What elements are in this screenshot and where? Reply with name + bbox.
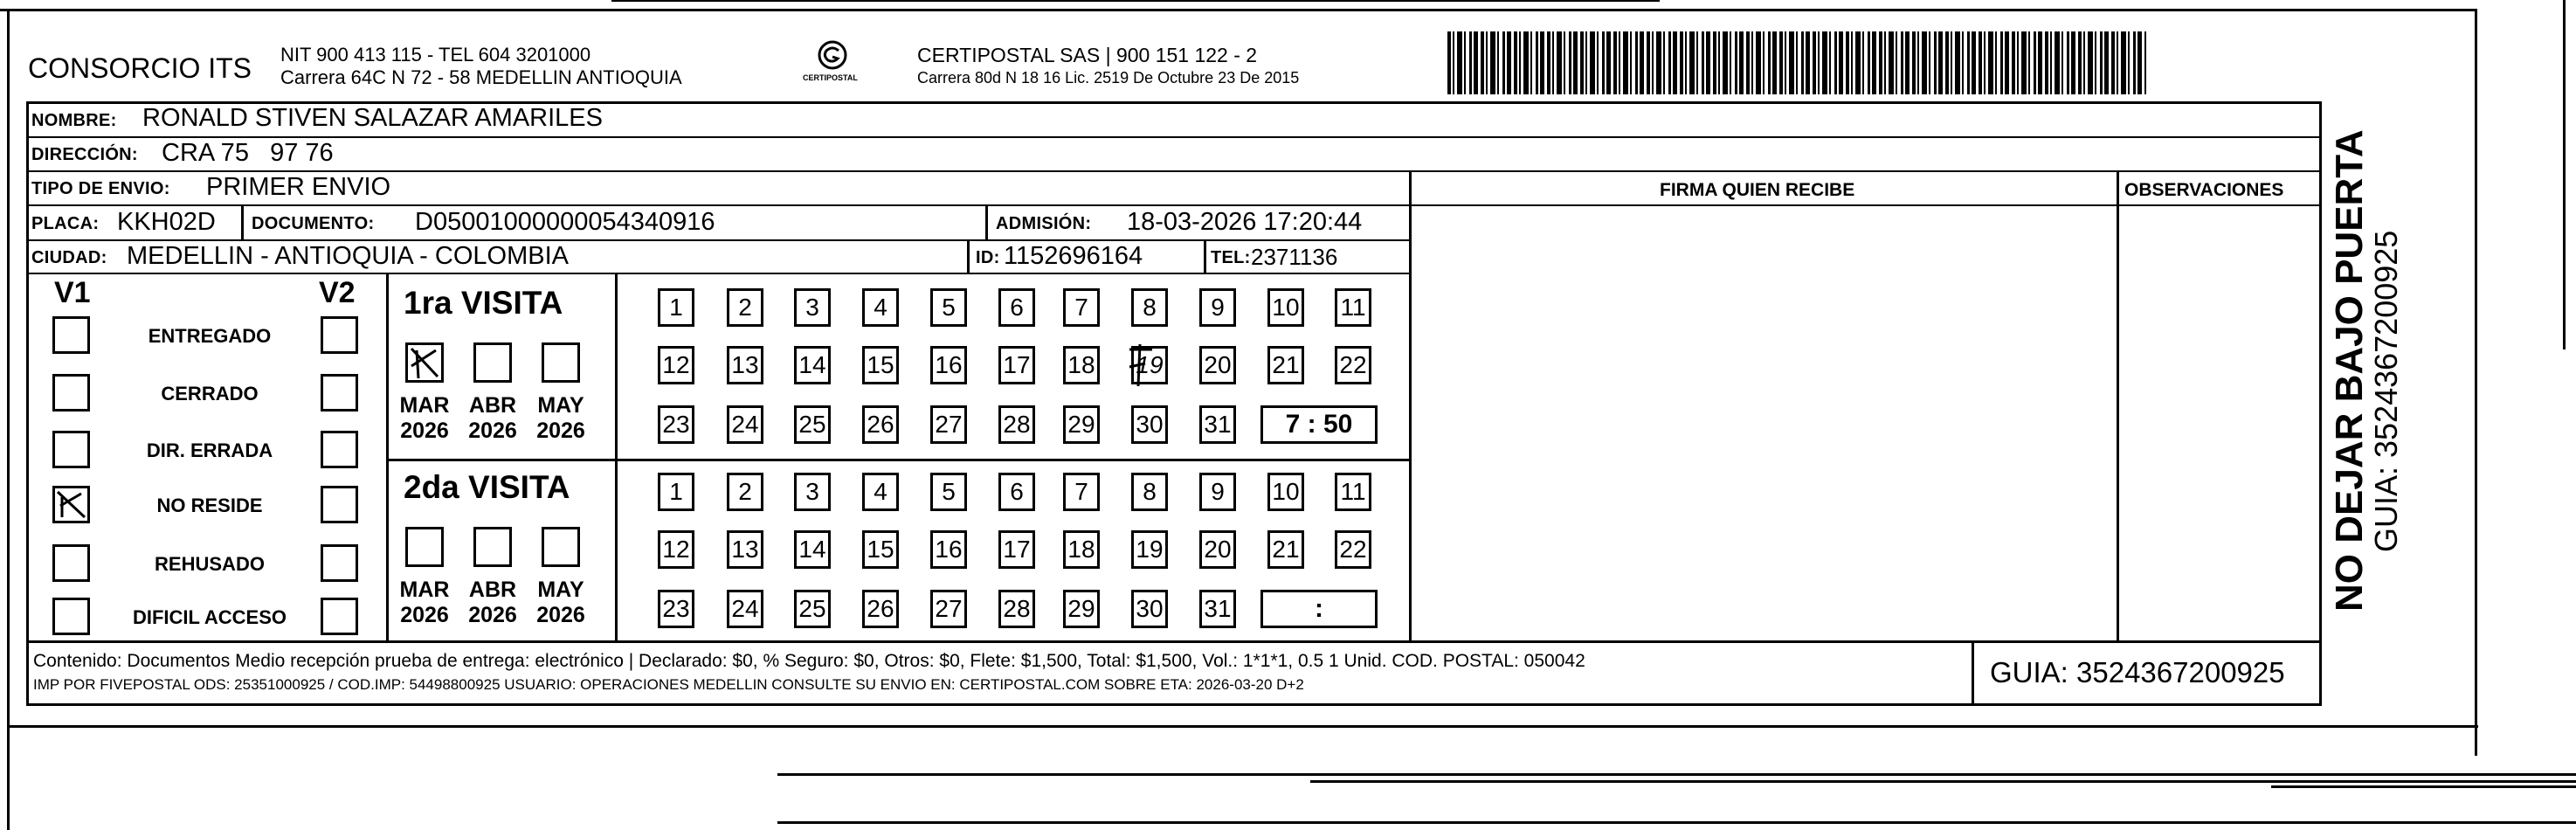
- row-line-6: [26, 640, 2322, 643]
- month-label: MAY: [537, 393, 584, 418]
- company-address: Carrera 64C N 72 - 58 MEDELLIN ANTIOQUIA: [280, 66, 682, 88]
- time-box[interactable]: :: [1260, 590, 1378, 628]
- month-label: MAY: [537, 578, 584, 602]
- left-border: [7, 9, 10, 830]
- handwritten-check-mark: [55, 488, 87, 521]
- year-label: 2026: [468, 603, 517, 627]
- v1-checkbox[interactable]: [52, 598, 90, 635]
- day-box[interactable]: 8: [1131, 288, 1168, 327]
- no-dejar-bajo-puerta: NO DEJAR BAJO PUERTA: [2328, 129, 2371, 612]
- v2-checkbox[interactable]: [321, 544, 358, 582]
- day-box[interactable]: 27: [930, 405, 967, 444]
- day-box[interactable]: 13: [727, 346, 763, 384]
- day-box[interactable]: 23: [658, 405, 694, 444]
- day-box[interactable]: 17: [998, 346, 1035, 384]
- day-box[interactable]: 30: [1131, 590, 1168, 628]
- footer-divider: [1972, 640, 1974, 706]
- day-box[interactable]: 31: [1199, 590, 1236, 628]
- time-box[interactable]: 7 : 50: [1260, 405, 1378, 444]
- footer-guia: GUIA: 3524367200925: [1990, 656, 2285, 688]
- observaciones-header: OBSERVACIONES: [2124, 180, 2284, 200]
- day-box[interactable]: 30: [1131, 405, 1168, 444]
- visit-row-divider: [386, 459, 1411, 461]
- month-checkbox[interactable]: [473, 527, 512, 567]
- day-box[interactable]: 18: [1063, 530, 1100, 569]
- direccion-value: CRA 75 97 76: [162, 139, 334, 167]
- day-box[interactable]: 13: [727, 530, 763, 569]
- month-checkbox[interactable]: [405, 527, 444, 567]
- year-label: 2026: [468, 418, 517, 443]
- handwritten-check-mark: [408, 345, 441, 380]
- v1-checkbox[interactable]: [52, 431, 90, 468]
- year-label: 2026: [400, 603, 449, 627]
- status-option-label: DIFICIL ACCESO: [132, 606, 287, 628]
- mid-border: [7, 725, 2478, 728]
- day-box[interactable]: 24: [727, 405, 763, 444]
- month-label: ABR: [468, 578, 517, 602]
- bottom-border-3: [2271, 785, 2576, 788]
- day-box[interactable]: 10: [1267, 288, 1304, 327]
- tel-value: 2371136: [1251, 244, 1338, 270]
- visit-title: 2da VISITA: [404, 469, 570, 505]
- month-label: MAR: [399, 578, 450, 602]
- day-box[interactable]: 15: [862, 530, 899, 569]
- footer-imp: IMP POR FIVEPOSTAL ODS: 25351000925 / COD.IMP: 54498800925 USUARIO: OPERACIONES MEDELLIN CONSULTE SU ENVIO EN: CERTIPOSTAL.COM SOBRE ETA: 2026-03-20 D+2: [33, 676, 1304, 693]
- handwritten-day-mark: [1126, 341, 1161, 390]
- month-label: ABR: [468, 393, 517, 418]
- barcode: [1447, 31, 2146, 94]
- v1-checkbox[interactable]: [52, 486, 90, 523]
- day-box[interactable]: 6: [998, 288, 1035, 327]
- placa-label: PLACA:: [31, 214, 100, 233]
- day-box[interactable]: 26: [862, 590, 899, 628]
- v1-checkbox[interactable]: [52, 374, 90, 412]
- day-box[interactable]: 16: [930, 530, 967, 569]
- bottom-border-4: [777, 821, 2576, 824]
- status-option-label: NO RESIDE: [156, 495, 263, 516]
- placa-divider: [241, 204, 244, 239]
- carrier-license: Carrera 80d N 18 16 Lic. 2519 De Octubre 23 De 2015: [917, 69, 1300, 86]
- admision-value: 18-03-2026 17:20:44: [1127, 208, 1363, 236]
- day-box[interactable]: 22: [1335, 346, 1371, 384]
- day-box[interactable]: 3: [794, 288, 831, 327]
- status-option-label: ENTREGADO: [148, 325, 272, 347]
- day-box[interactable]: 4: [862, 473, 899, 511]
- day-box[interactable]: 17: [998, 530, 1035, 569]
- day-box[interactable]: 5: [930, 288, 967, 327]
- month-checkbox[interactable]: [542, 342, 580, 383]
- company-name: CONSORCIO ITS: [28, 52, 252, 84]
- month-checkbox[interactable]: [473, 342, 512, 383]
- footer-contenido: Contenido: Documentos Medio recepción prueba de entrega: electrónico | Declarado: $0, % Seguro: $0, Otros: $0, Flete: $1,500, Total: $1,500, Vol.: 1*1*1, 0.5 1 Unid. COD. POSTAL: 050042: [33, 651, 1585, 671]
- day-box[interactable]: 9: [1199, 288, 1236, 327]
- year-label: 2026: [536, 418, 585, 443]
- day-box[interactable]: 27: [930, 590, 967, 628]
- top-border: [0, 9, 2477, 11]
- bottom-border-2: [1310, 780, 2576, 783]
- ciudad-label: CIUDAD:: [31, 248, 107, 267]
- id-divider: [967, 239, 970, 273]
- day-box[interactable]: 25: [794, 590, 831, 628]
- day-box[interactable]: 24: [727, 590, 763, 628]
- day-box[interactable]: 15: [862, 346, 899, 384]
- day-box[interactable]: 21: [1267, 346, 1304, 384]
- v2-checkbox[interactable]: [321, 316, 358, 354]
- day-box[interactable]: 21: [1267, 530, 1304, 569]
- day-box[interactable]: 28: [998, 590, 1035, 628]
- day-box[interactable]: 9: [1199, 473, 1236, 511]
- month-checkbox[interactable]: [405, 342, 444, 383]
- certipostal-logo: [798, 38, 867, 87]
- id-label: ID:: [976, 248, 1000, 267]
- carrier-name: CERTIPOSTAL SAS | 900 151 122 - 2: [917, 44, 1258, 66]
- day-box[interactable]: 3: [794, 473, 831, 511]
- day-box[interactable]: 20: [1199, 530, 1236, 569]
- right-border: [2475, 9, 2477, 756]
- visit-title: 1ra VISITA: [404, 285, 563, 321]
- firma-header: FIRMA QUIEN RECIBE: [1660, 180, 1855, 200]
- tipo-label: TIPO DE ENVIO:: [31, 179, 170, 198]
- day-box[interactable]: 22: [1335, 530, 1371, 569]
- documento-label: DOCUMENTO:: [252, 214, 375, 233]
- row-line-5: [26, 273, 1411, 274]
- day-box[interactable]: 7: [1063, 288, 1100, 327]
- tel-label: TEL:: [1211, 248, 1251, 267]
- row-line-1: [26, 136, 2322, 138]
- day-box[interactable]: 1: [658, 288, 694, 327]
- v1-checkbox[interactable]: [52, 544, 90, 582]
- col-firma-left: [1409, 170, 1412, 642]
- day-box[interactable]: 2: [727, 288, 763, 327]
- bottom-border: [777, 773, 2576, 776]
- day-box[interactable]: 14: [794, 530, 831, 569]
- top-edge-line: [611, 0, 1660, 2]
- v2-checkbox[interactable]: [321, 486, 358, 523]
- id-value: 1152696164: [1004, 242, 1143, 270]
- nombre-value: RONALD STIVEN SALAZAR AMARILES: [142, 104, 603, 132]
- visit-divider: [615, 273, 618, 640]
- day-box[interactable]: 8: [1131, 473, 1168, 511]
- day-box[interactable]: 12: [658, 530, 694, 569]
- tel-divider: [1204, 239, 1206, 273]
- v1-label: V1: [54, 276, 91, 309]
- day-box[interactable]: 14: [794, 346, 831, 384]
- side-guia: GUIA: 3524367200925: [2368, 230, 2404, 552]
- col-obs-left: [2117, 170, 2119, 642]
- year-label: 2026: [400, 418, 449, 443]
- day-box[interactable]: 29: [1063, 590, 1100, 628]
- col-hdr-line: [1409, 204, 2322, 206]
- far-right-line: [2563, 0, 2566, 349]
- day-box[interactable]: 19: [1131, 346, 1168, 384]
- day-box[interactable]: 26: [862, 405, 899, 444]
- day-box[interactable]: 5: [930, 473, 967, 511]
- year-label: 2026: [536, 603, 585, 627]
- v2-checkbox[interactable]: [321, 598, 358, 635]
- placa-value: KKH02D: [117, 208, 216, 236]
- admision-divider: [985, 204, 988, 239]
- direccion-label: DIRECCIÓN:: [31, 145, 138, 164]
- day-box[interactable]: 29: [1063, 405, 1100, 444]
- v1-checkbox[interactable]: [52, 316, 90, 354]
- day-box[interactable]: 6: [998, 473, 1035, 511]
- day-box[interactable]: 28: [998, 405, 1035, 444]
- ciudad-value: MEDELLIN - ANTIOQUIA - COLOMBIA: [127, 242, 569, 270]
- tipo-value: PRIMER ENVIO: [206, 173, 391, 201]
- day-box[interactable]: 11: [1335, 288, 1371, 327]
- day-box[interactable]: 4: [862, 288, 899, 327]
- day-box[interactable]: 10: [1267, 473, 1304, 511]
- status-divider: [386, 273, 389, 640]
- documento-value: D05001000000054340916: [415, 208, 715, 236]
- day-box[interactable]: 16: [930, 346, 967, 384]
- day-box[interactable]: 25: [794, 405, 831, 444]
- day-box[interactable]: 2: [727, 473, 763, 511]
- day-box[interactable]: 12: [658, 346, 694, 384]
- day-box[interactable]: 20: [1199, 346, 1236, 384]
- day-box[interactable]: 7: [1063, 473, 1100, 511]
- day-box[interactable]: 31: [1199, 405, 1236, 444]
- logo-caption: CERTIPOSTAL: [803, 73, 858, 82]
- day-box[interactable]: 23: [658, 590, 694, 628]
- v2-checkbox[interactable]: [321, 374, 358, 412]
- day-box[interactable]: 1: [658, 473, 694, 511]
- month-label: MAR: [399, 393, 450, 418]
- v2-label: V2: [319, 276, 356, 309]
- day-box[interactable]: 11: [1335, 473, 1371, 511]
- v2-checkbox[interactable]: [321, 431, 358, 468]
- status-option-label: REHUSADO: [155, 553, 265, 575]
- company-nit: NIT 900 413 115 - TEL 604 3201000: [280, 44, 591, 66]
- nombre-label: NOMBRE:: [31, 111, 117, 130]
- day-box[interactable]: 19: [1131, 530, 1168, 569]
- status-option-label: CERRADO: [161, 383, 259, 405]
- month-checkbox[interactable]: [542, 527, 580, 567]
- admision-label: ADMISIÓN:: [996, 214, 1092, 233]
- row-line-2: [26, 170, 2322, 172]
- day-box[interactable]: 18: [1063, 346, 1100, 384]
- status-option-label: DIR. ERRADA: [146, 439, 273, 461]
